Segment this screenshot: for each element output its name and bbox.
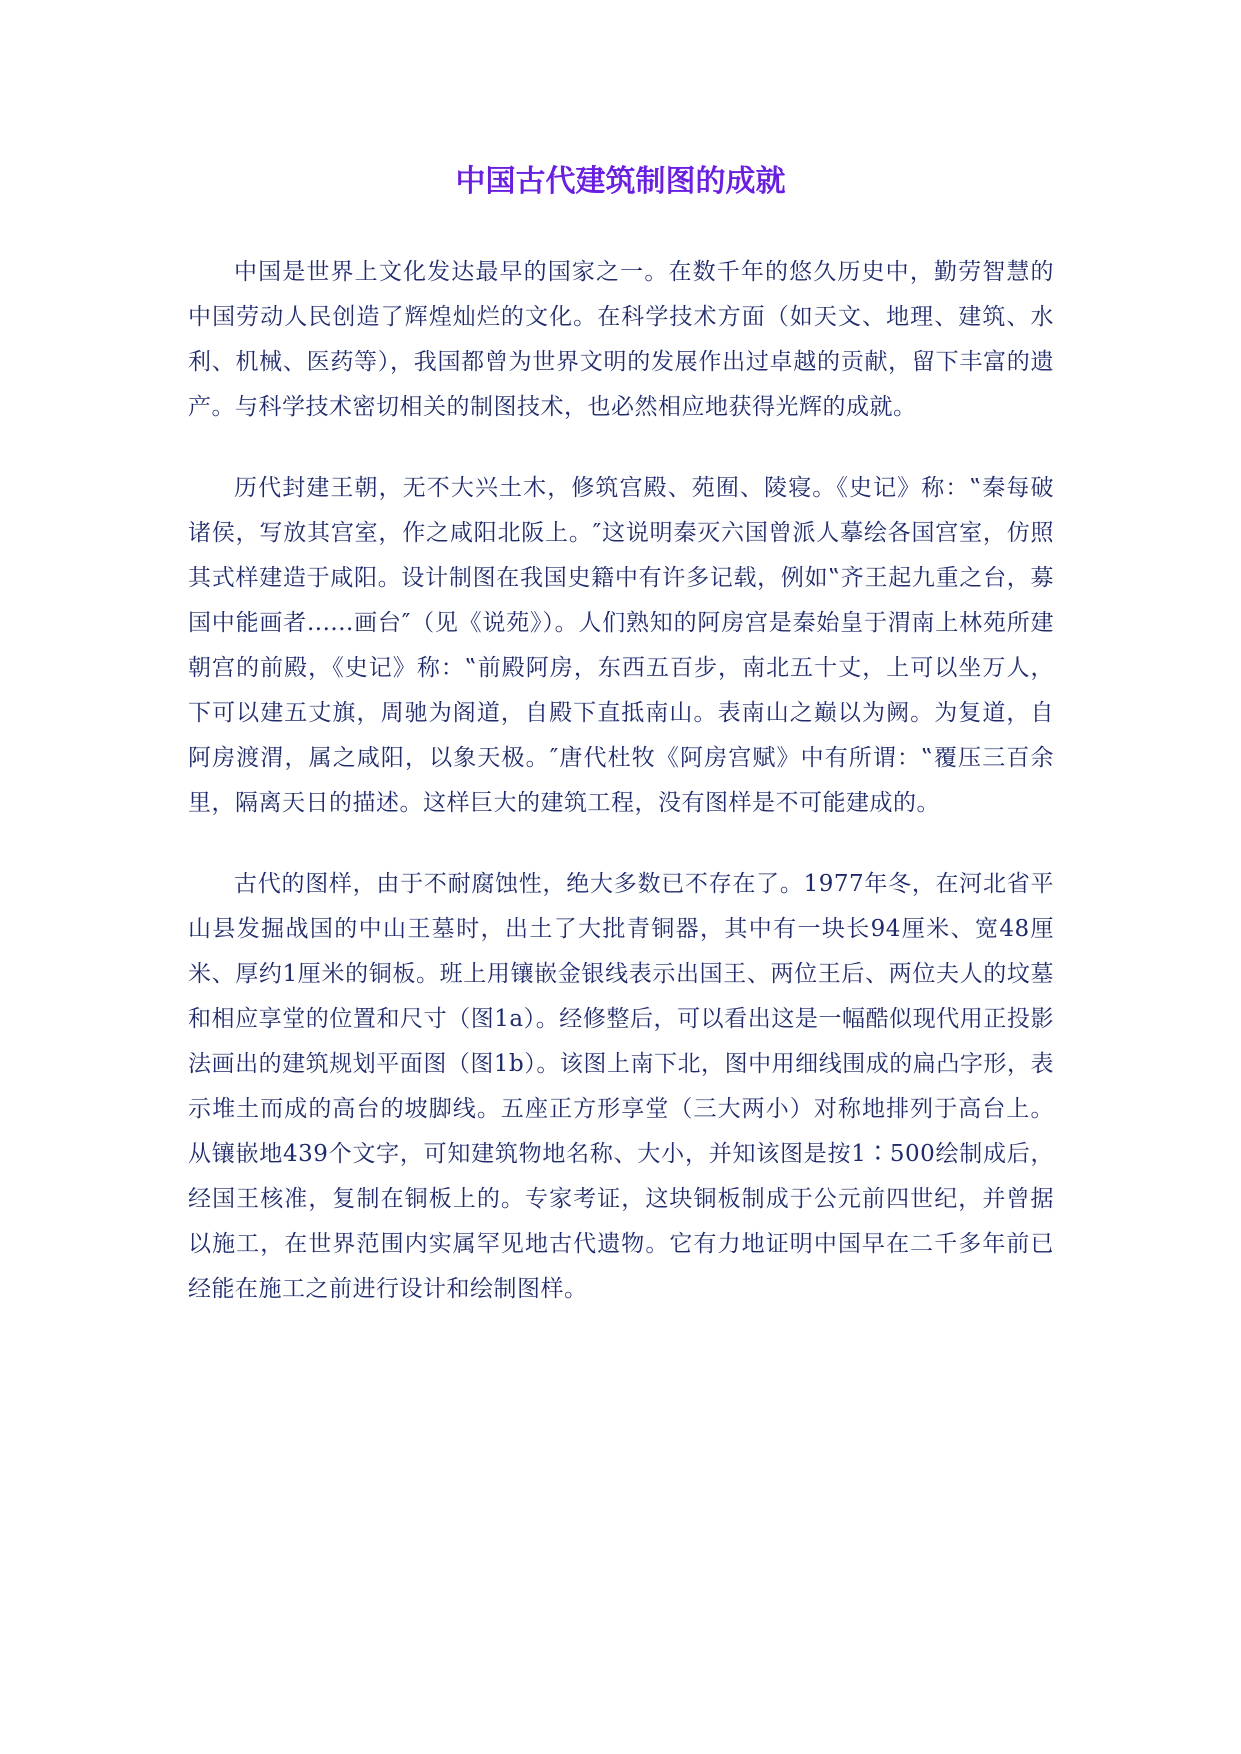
document-body: [188, 250, 1054, 1348]
paragraph-2: 历代封建王朝，无不大兴土木，修筑宫殿、苑囿、陵寝。《史记》称：‟秦每破诸侯，写放其宫室，作之咸阳北阪上。″这说明秦灭六国曾派人摹绘各国宫室，仿照其式样建造于咸阳。设计制图在我国史籍中有许多记载，例如‟齐王起九重之台，募国中能画者......画台″（见《说苑》）。人们熟知的阿房宫是秦始皇于渭南上林苑所建朝宫的前殿，《史记》称：‟前殿阿房，东西五百步，南北五十丈，上可以坐万人，下可以建五丈旗，周驰为阁道，自殿下直抵南山。表南山之巅以为阙。为复道，自阿房渡渭，属之咸阳，以象天极。″唐代杜牧《阿房宫赋》中有所谓：‟覆压三百余里，隔离天日的描述。这样巨大的建筑工程，没有图样是不可能建成的。: [188, 475, 1054, 816]
paragraph-3: 古代的图样，由于不耐腐蚀性，绝大多数已不存在了。1977年冬，在河北省平山县发掘战国的中山王墓时，出土了大批青铜器，其中有一块长94厘米、宽48厘米、厚约1厘米的铜板。班上用镶嵌金银线表示出国王、两位王后、两位夫人的坟墓和相应享堂的位置和尺寸（图1a）。经修整后，可以看出这是一幅酷似现代用正投影法画出的建筑规划平面图（图1b）。该图上南下北，图中用细线围成的扁凸字形，表示堆土而成的高台的坡脚线。五座正方形享堂（三大两小）对称地排列于高台上。从镶嵌地439个文字，可知建筑物地名称、大小，并知该图是按1∶500绘制成后，经国王核准，复制在铜板上的。专家考证，这块铜板制成于公元前四世纪，并曾据以施工，在世界范围内实属罕见地古代遗物。它有力地证明中国早在二千多年前已经能在施工之前进行设计和绘制图样。: [188, 871, 1054, 1302]
paragraph-1: 中国是世界上文化发达最早的国家之一。在数千年的悠久历史中，勤劳智慧的中国劳动人民创造了辉煌灿烂的文化。在科学技术方面（如天文、地理、建筑、水利、机械、医药等），我国都曾为世界文明的发展作出过卓越的贡献，留下丰富的遗产。与科学技术密切相关的制图技术，也必然相应地获得光辉的成就。: [188, 259, 1054, 420]
document-title: 中国古代建筑制图的成就: [455, 164, 786, 199]
